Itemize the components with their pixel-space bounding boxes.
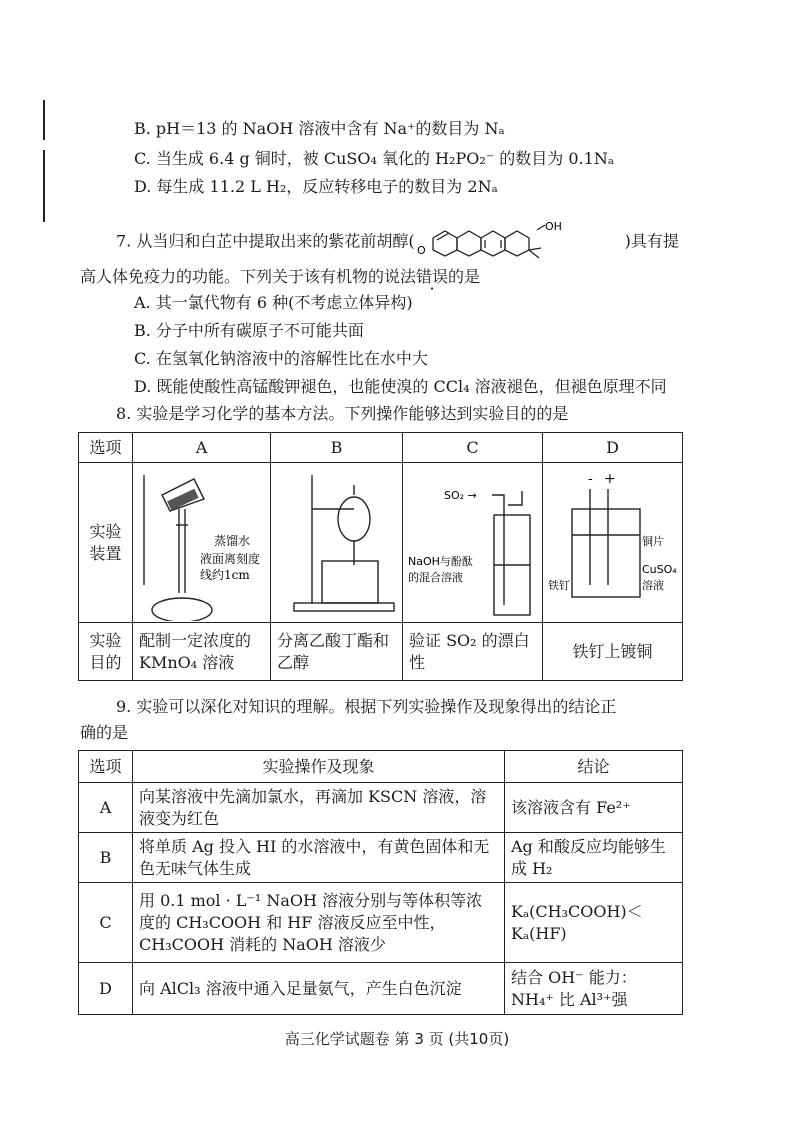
svg-text:O: O xyxy=(416,244,426,257)
table-row: A 向某溶液中先滴加氯水，再滴加 KSCN 溶液，溶液变为红色 该溶液含有 Fe²⁺ xyxy=(79,783,683,833)
q6-option-b: B. pH＝13 的 NaOH 溶液中含有 Na⁺的数目为 Nₐ xyxy=(134,119,505,138)
q7-option-b: B. 分子中所有碳原子不可能共面 xyxy=(134,321,364,340)
svg-text:NaOH与酚酞: NaOH与酚酞 xyxy=(407,554,473,568)
coumarin-molecule-icon xyxy=(415,220,625,264)
q9-stem-line1: 9. 实验可以深化对知识的理解。根据下列实验操作及现象得出的结论正 xyxy=(116,697,617,716)
fig-c-cell xyxy=(403,463,543,623)
q6-option-d: D. 每生成 11.2 L H₂，反应转移电子的数目为 2Nₐ xyxy=(134,177,498,196)
q8-purpose-b: 分离乙酸丁酯和乙醇 xyxy=(271,623,403,681)
svg-text:铁钉: 铁钉 xyxy=(547,578,570,592)
table-row: D 向 AlCl₃ 溶液中通入足量氨气，产生白色沉淀 结合 OH⁻ 能力：NH₄⁺ 比 Al³⁺强 xyxy=(79,963,683,1015)
q8-apparatus-row xyxy=(79,463,683,623)
q7-stem-line2: 高人体免疫力的功能。下列关于该有机物的说法错误的是 xyxy=(80,267,481,286)
margin-line xyxy=(43,100,45,140)
q7-option-c: C. 在氢氧化钠溶液中的溶解性比在水中大 xyxy=(134,349,428,368)
q7-option-a: A. 其一氯代物有 6 种(不考虑立体异构) xyxy=(134,293,413,312)
q9-table xyxy=(78,750,683,1015)
q8-purpose-row xyxy=(79,623,683,681)
q8-label-purpose: 实验 目的 xyxy=(79,623,133,681)
svg-text:OH: OH xyxy=(544,220,562,233)
gas-washing-bottle-figure xyxy=(404,465,542,621)
q8-head-a: A xyxy=(133,433,271,463)
page-footer: 高三化学试题卷 第 3 页 (共10页) xyxy=(284,1030,510,1048)
svg-text:+: + xyxy=(603,470,616,487)
volumetric-flask-figure xyxy=(134,465,270,621)
emphasis-error: 错误 xyxy=(416,267,449,286)
q9-head-operation: 实验操作及现象 xyxy=(133,751,505,783)
q8-head-c: C xyxy=(403,433,543,463)
q8-label-apparatus: 实验 装置 xyxy=(79,463,133,623)
q8-purpose-a: 配制一定浓度的 KMnO₄ 溶液 xyxy=(133,623,271,681)
fig-a-cell xyxy=(133,463,271,623)
q7-stem-line1: 7. 从当归和白芷中提取出来的紫花前胡醇( OH O )具有提 xyxy=(116,220,679,264)
margin-line xyxy=(43,150,45,222)
q9-head-conclusion: 结论 xyxy=(505,751,683,783)
fig-d-cell xyxy=(543,463,683,623)
q9-header-row xyxy=(79,751,683,783)
svg-text:铜片: 铜片 xyxy=(641,534,664,548)
q9-stem-line2: 确的是 xyxy=(80,723,129,742)
table-row: C 用 0.1 mol · L⁻¹ NaOH 溶液分别与等体积等浓度的 CH₃COOH 和 HF 溶液反应至中性，CH₃COOH 消耗的 NaOH 溶液少 Kₐ(CH₃COOH)＜Kₐ(HF) xyxy=(79,883,683,963)
svg-text:液面离刻度: 液面离刻度 xyxy=(199,551,260,566)
svg-text:蒸馏水: 蒸馏水 xyxy=(213,533,250,548)
separatory-funnel-figure xyxy=(272,465,402,621)
table-row: B 将单质 Ag 投入 HI 的水溶液中，有黄色固体和无色无味气体生成 Ag 和酸反应均能够生成 H₂ xyxy=(79,833,683,883)
q8-head-b: B xyxy=(271,433,403,463)
q8-purpose-c: 验证 SO₂ 的漂白性 xyxy=(403,623,543,681)
q8-head-option: 选项 xyxy=(79,433,133,463)
q9-head-option: 选项 xyxy=(79,751,133,783)
q8-header-row xyxy=(79,433,683,463)
q8-purpose-d: 铁钉上镀铜 xyxy=(543,623,683,681)
q6-option-c: C. 当生成 6.4 g 铜时，被 CuSO₄ 氧化的 H₂PO₂⁻ 的数目为 0.1Nₐ xyxy=(134,149,614,168)
q8-stem: 8. 实验是学习化学的基本方法。下列操作能够达到实验目的的是 xyxy=(116,404,569,423)
electroplating-figure xyxy=(544,465,682,621)
q8-head-d: D xyxy=(543,433,683,463)
svg-text:SO₂ →: SO₂ → xyxy=(443,488,477,502)
q8-table xyxy=(78,432,683,681)
svg-text:-: - xyxy=(587,470,593,487)
svg-text:溶液: 溶液 xyxy=(641,578,664,592)
svg-text:CuSO₄: CuSO₄ xyxy=(641,562,677,576)
q7-option-d: D. 既能使酸性高锰酸钾褪色，也能使溴的 CCl₄ 溶液褪色，但褪色原理不同 xyxy=(134,377,667,396)
svg-text:线约1cm: 线约1cm xyxy=(199,567,250,582)
svg-text:的混合溶液: 的混合溶液 xyxy=(407,570,463,584)
fig-b-cell xyxy=(271,463,403,623)
